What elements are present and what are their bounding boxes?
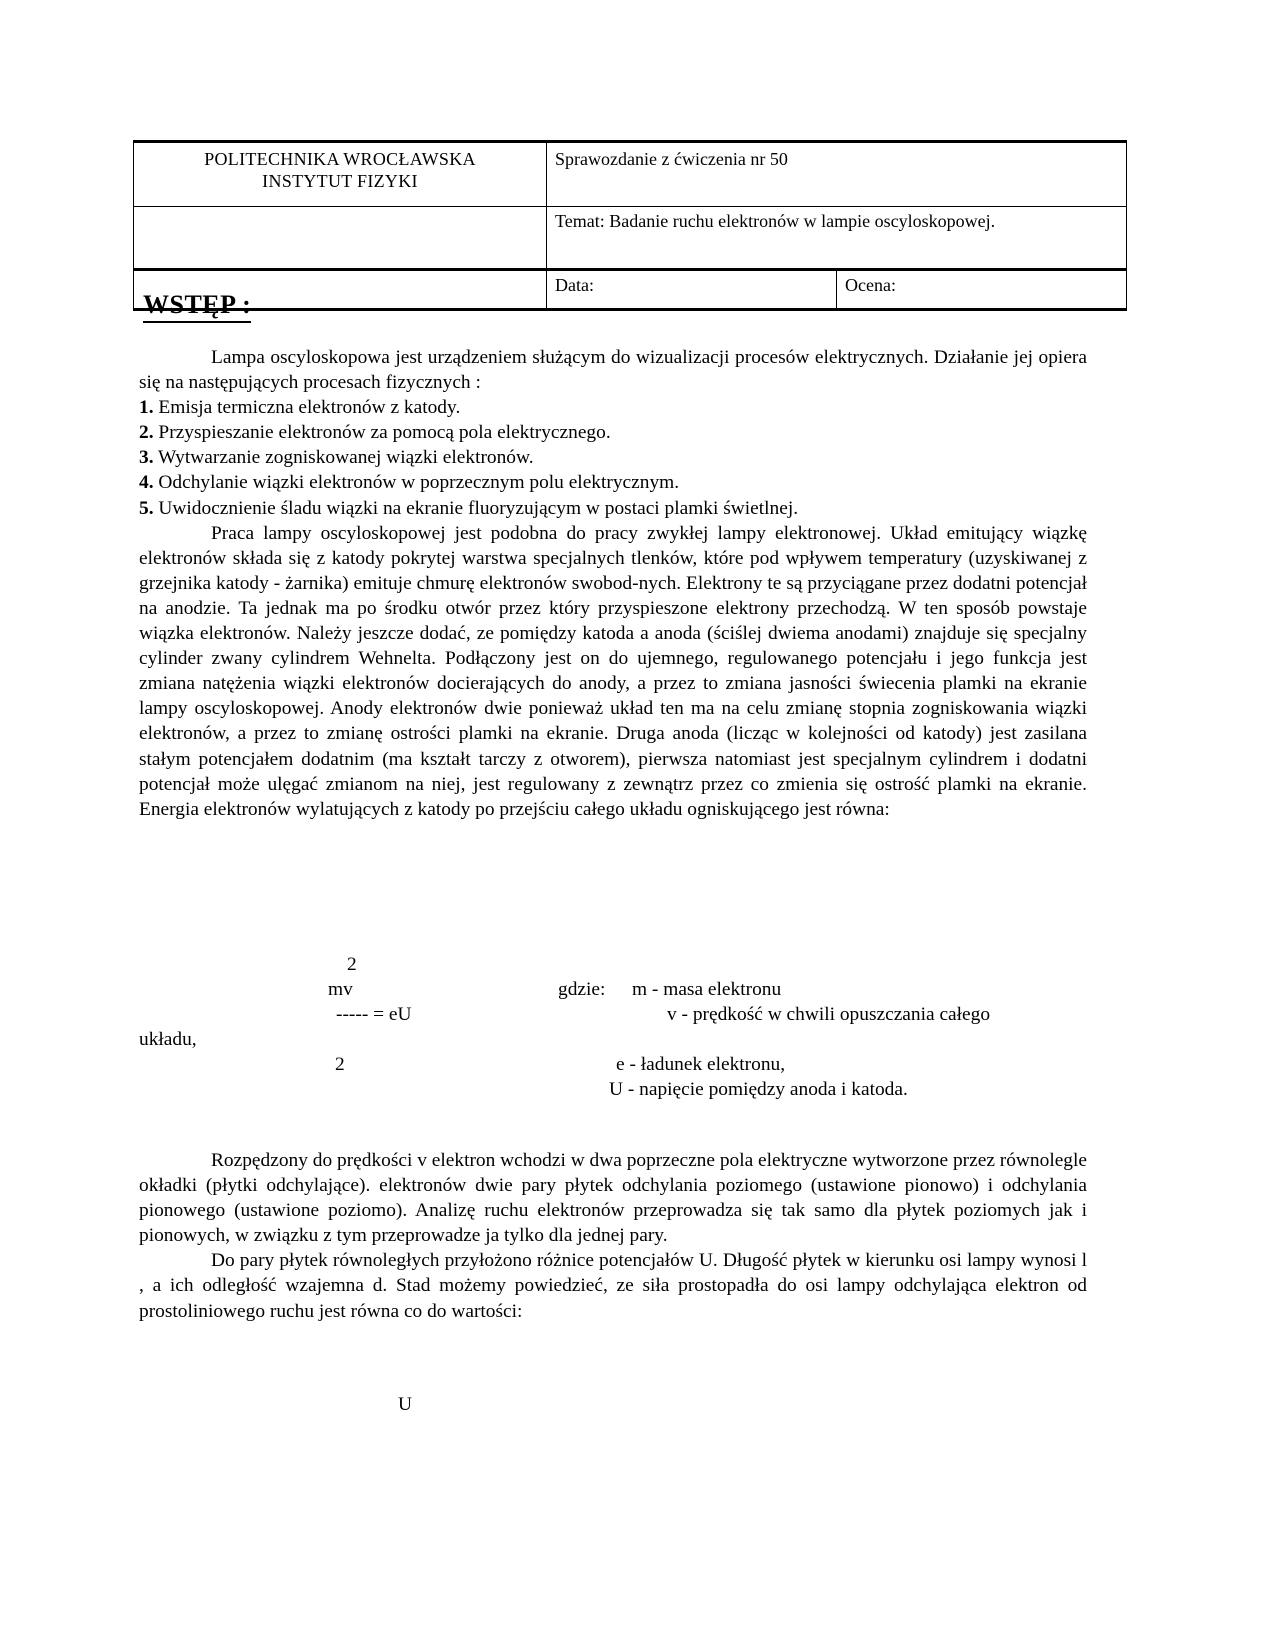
grade-label: Ocena: — [845, 275, 896, 295]
report-title-text: Sprawozdanie z ćwiczenia nr 50 — [555, 149, 788, 169]
list-item-label: Wytwarzanie zogniskowanej wiązki elektronów. — [158, 447, 534, 469]
formula-gdzie-label: gdzie: — [558, 979, 606, 1001]
legend-item-velocity: v - prędkość w chwili opuszczania całego — [667, 1004, 991, 1026]
list-item — [139, 420, 1087, 445]
formula-row-voltage — [139, 1077, 1087, 1102]
institution-name-line1: POLITECHNIKA WROCŁAWSKA — [204, 149, 476, 169]
report-title-cell — [547, 142, 1127, 207]
energy-formula-block — [139, 952, 1087, 1103]
formula-exponent: 2 — [347, 954, 357, 975]
legend-continuation-ukladu: układu, — [139, 1029, 197, 1051]
list-item-number: 1. — [139, 397, 154, 419]
table-row — [134, 207, 1127, 270]
formula-row-numerator — [139, 977, 1087, 1002]
list-item — [139, 445, 1087, 470]
list-item-label: Uwidocznienie śladu wiązki na ekranie fluoryzującym w postaci plamki świetlnej. — [158, 497, 799, 519]
formula-bar-equals-eu: ----- = eU — [336, 1004, 412, 1026]
formula-row-bar — [139, 1002, 1087, 1027]
list-item — [139, 470, 1087, 495]
list-item-number: 4. — [139, 472, 154, 494]
paragraph-outro-2: Do pary płytek równoległych przyłożono różnice potencjałów U. Długość płytek w kierunku osi lampy wynosi l , a ich odległość wzajemna d. Stad możemy powiedzieć, ze siła prostopadła do osi lampy odchylająca elektron od prostoliniowego ruchu jest równa co do wartości: — [139, 1250, 1087, 1322]
formula-denominator: 2 — [335, 1054, 345, 1076]
subject-text: Temat: Badanie ruchu elektronów w lampie oscyloskopowej. — [555, 211, 996, 231]
paragraph-outro-1: Rozpędzony do prędkości v elektron wchodzi w dwa poprzeczne pola elektryczne wytworzone przez równolegle okładki (płytki odchylające). elektronów dwie pary płytek odchylania poziomego (ustawione pionowo) i odchylania pionowego (ustawione poziomo). Analizę ruchu elektronów przeprowadza się tak samo dla płytek poziomych jak i pionowych, w związku z tym przeprowadze ja tylko dla jednej pary. — [139, 1150, 1087, 1247]
list-item-number: 5. — [139, 497, 154, 519]
date-label: Data: — [555, 275, 594, 295]
legend-item-mass: m - masa elektronu — [632, 979, 782, 1001]
outro-body — [139, 1148, 1087, 1324]
paragraph-intro-1: Lampa oscyloskopowa jest urządzeniem służącym do wizualizacji procesów elektrycznych. Działanie jej opiera się na następujących procesach fizycznych : — [139, 347, 1087, 394]
trailing-formula-symbol: U — [398, 1394, 413, 1415]
formula-row-exponent — [139, 952, 1087, 977]
intro-body — [139, 345, 1087, 822]
formula-row-ukladu — [139, 1027, 1087, 1052]
date-cell — [547, 270, 837, 310]
list-item — [139, 395, 1087, 420]
paragraph-intro-2: Praca lampy oscyloskopowej jest podobna do pracy zwykłej lampy elektronowej. Układ emitujący wiązkę elektronów składa się z katody pokrytej warstwa specjalnych tlenków, które pod wpływem temperatury (uzyskiwanej z grzejnika katody - żarnika) emituje chmurę elektronów swobod-nych. Elektrony te są przyciągane przez dodatni potencjał na anodzie. Ta jednak ma po środku otwór przez który przyspieszone elektrony przechodzą. W ten sposób powstaje wiązka elektronów. Należy jeszcze dodać, ze pomiędzy katoda a anoda (ściślej dwiema anodami) znajduje się specjalny cylinder zwany cylindrem Wehnelta. Podłączony jest on do ujemnego, regulowanego potencjału i jego funkcja jest zmiana natężenia wiązki elektronów docierających do anody, a przez to zmiana jasności świecenia plamki na ekranie lampy oscyloskopowej. Anody elektronów dwie ponieważ układ ten ma na celu zmianę stopnia zogniskowania wiązki elektronów, a przez to zmianę ostrości plamki na ekranie. Druga anoda (licząc w kolejności od katody) jest zasilana stałym potencjałem dodatnim (ma kształt tarczy z otworem), pierwsza natomiast jest specjalnym cylindrem i dodatni potencjał może ulęgać zmianom na niej, jest regulowany z zewnątrz przez co zmienia się ostrość plamki na ekranie. Energia elektronów wylatujących z katody po przejściu całego układu ogniskującego jest równa: — [139, 522, 1087, 820]
subject-cell — [547, 207, 1127, 270]
formula-row-denominator — [139, 1052, 1087, 1077]
table-row — [134, 270, 1127, 310]
list-item-number: 3. — [139, 447, 154, 469]
institution-name-line2: INSTYTUT FIZYKI — [262, 170, 418, 191]
institution-cell — [134, 142, 547, 207]
list-item — [139, 496, 1087, 521]
section-heading-wstep: WSTĘP : — [143, 291, 251, 323]
list-item-number: 2. — [139, 422, 154, 444]
list-item-label: Emisja termiczna elektronów z katody. — [158, 397, 461, 419]
list-item-label: Przyspieszanie elektronów za pomocą pola elektrycznego. — [158, 422, 611, 444]
report-header-table — [133, 140, 1127, 311]
blank-cell — [134, 207, 547, 270]
formula-numerator: mv — [328, 979, 353, 1001]
legend-item-voltage: U - napięcie pomiędzy anoda i katoda. — [609, 1079, 908, 1101]
list-item-label: Odchylanie wiązki elektronów w poprzecznym polu elektrycznym. — [158, 472, 680, 494]
legend-item-charge: e - ładunek elektronu, — [616, 1054, 786, 1076]
table-row — [134, 142, 1127, 207]
grade-cell — [837, 270, 1127, 310]
